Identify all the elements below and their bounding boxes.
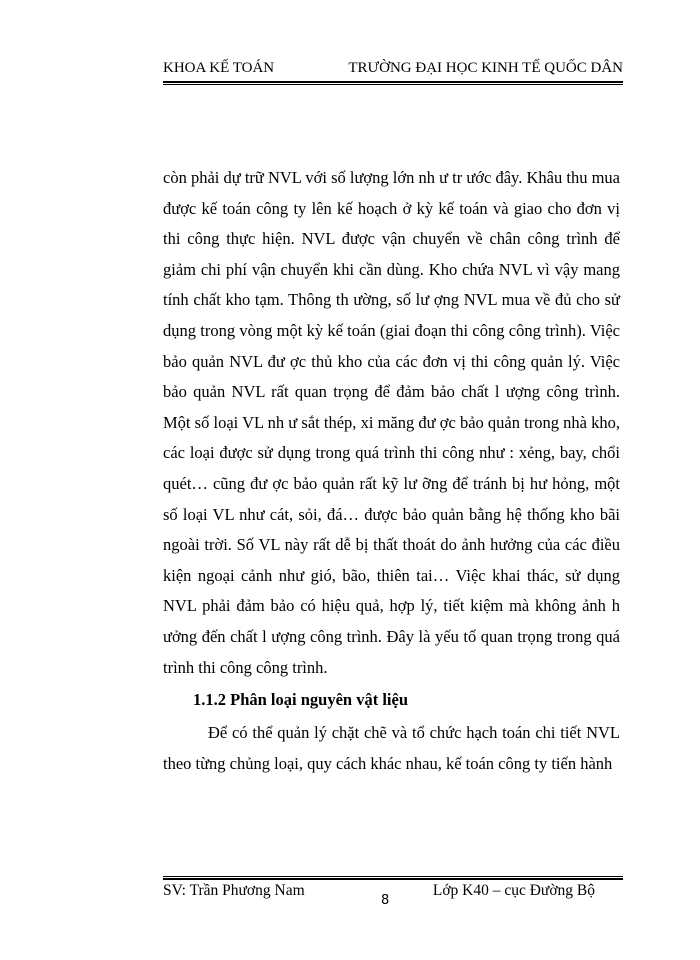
header-faculty: KHOA KẾ TOÁN bbox=[163, 60, 275, 76]
body-paragraph-1: còn phải dự trữ NVL với số lượng lớn nh ư tr ước đây. Khâu thu mua được kế toán công ty lên kế hoạch ở kỳ kế toán và giao cho đơn vị thi công thực hiện. NVL được vận chuyển về chân công trình để giảm chi phí vận chuyển khi cần dùng. Kho chứa NVL vì vậy mang tính chất kho tạm. Thông th ường, số lư ợng NVL mua về đủ cho sử dụng trong vòng một kỳ kế toán (giai đoạn thi công công trình). Việc bảo quản NVL đư ợc thủ kho của các đơn vị thi công quản lý. Việc bảo quản NVL rất quan trọng để đảm bảo chất l ượng công trình. Một số loại VL nh ư sắt thép, xi măng đư ợc bảo quản trong nhà kho, các loại được sử dụng trong quá trình thi công như : xẻng, bay, chổi quét… cũng đư ợc bảo quản rất kỹ lư ỡng để tránh bị hư hỏng, một số loại VL như cát, sỏi, đá… được bảo quản bằng hệ thống kho bãi ngoài trời. Số VL này rất dễ bị thất thoát do ảnh hưởng của các điều kiện ngoại cảnh như gió, bão, thiên tai… Việc khai thác, sử dụng NVL phải đảm bảo có hiệu quả, hợp lý, tiết kiệm mà không ảnh h ưởng đến chất l ượng công trình. Đây là yếu tố quan trọng trong quá trình thi công công trình. bbox=[163, 168, 620, 677]
footer-rule-thick bbox=[163, 878, 623, 880]
footer-rule-thin bbox=[163, 876, 623, 877]
body-paragraph-2: Để có thể quản lý chặt chẽ và tổ chức hạch toán chi tiết NVL theo từng chủng loại, quy cách khác nhau, kế toán công ty tiến hành bbox=[163, 723, 620, 773]
footer-student: SV: Trần Phương Nam bbox=[163, 882, 305, 899]
page-footer bbox=[163, 882, 623, 922]
section-heading: 1.1.2 Phân loại nguyên vật liệu bbox=[193, 690, 408, 709]
header-rule-thin bbox=[163, 84, 623, 85]
page-number: 8 bbox=[381, 893, 390, 908]
header-rule-thick bbox=[163, 81, 623, 83]
header-university: TRƯỜNG ĐẠI HỌC KINH TẾ QUỐC DÂN bbox=[348, 60, 623, 76]
footer-class: Lớp K40 – cục Đường Bộ bbox=[432, 882, 595, 899]
